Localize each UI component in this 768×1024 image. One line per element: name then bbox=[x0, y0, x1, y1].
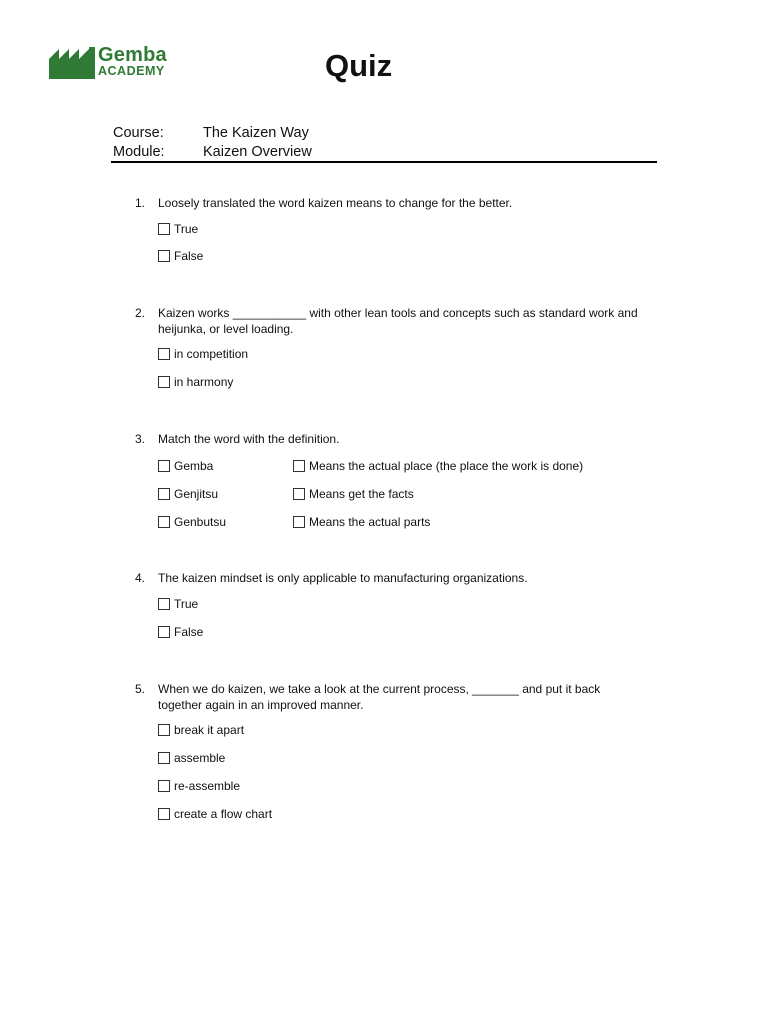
checkbox[interactable] bbox=[158, 223, 170, 235]
answer-option[interactable] bbox=[158, 807, 272, 822]
checkbox[interactable] bbox=[293, 460, 305, 472]
answer-option[interactable] bbox=[158, 375, 233, 390]
module-label: Module: bbox=[113, 144, 165, 160]
answer-option[interactable] bbox=[158, 597, 198, 612]
word-label: Genbutsu bbox=[174, 515, 227, 529]
option-label: break it apart bbox=[174, 723, 245, 737]
option-label: False bbox=[174, 249, 204, 263]
match-word[interactable] bbox=[158, 515, 226, 530]
word-label: Genjitsu bbox=[174, 487, 219, 501]
checkbox[interactable] bbox=[158, 376, 170, 388]
question-number: 2. bbox=[135, 306, 146, 320]
match-definition[interactable] bbox=[293, 515, 430, 530]
question-number: 5. bbox=[135, 682, 146, 696]
question-text: Loosely translated the word kaizen means to change for the better. bbox=[158, 196, 513, 210]
checkbox[interactable] bbox=[158, 752, 170, 764]
checkbox[interactable] bbox=[158, 488, 170, 500]
word-label: Gemba bbox=[174, 459, 214, 473]
match-word[interactable] bbox=[158, 459, 213, 474]
answer-option[interactable] bbox=[158, 779, 240, 794]
definition-label: Means the actual parts bbox=[309, 515, 431, 529]
answer-option[interactable] bbox=[158, 249, 203, 264]
checkbox[interactable] bbox=[158, 250, 170, 262]
option-label: re-assemble bbox=[174, 779, 241, 793]
checkbox[interactable] bbox=[293, 488, 305, 500]
checkbox[interactable] bbox=[158, 808, 170, 820]
answer-option[interactable] bbox=[158, 723, 244, 738]
match-definition[interactable] bbox=[293, 487, 414, 502]
option-label: True bbox=[174, 222, 199, 236]
course-label: Course: bbox=[113, 125, 164, 141]
checkbox[interactable] bbox=[158, 626, 170, 638]
question-number: 3. bbox=[135, 432, 146, 446]
option-label: False bbox=[174, 625, 204, 639]
option-label: in competition bbox=[174, 347, 249, 361]
option-label: True bbox=[174, 597, 199, 611]
checkbox[interactable] bbox=[158, 780, 170, 792]
question-number: 4. bbox=[135, 571, 146, 585]
option-label: create a flow chart bbox=[174, 807, 273, 821]
logo-subtitle: ACADEMY bbox=[98, 64, 165, 78]
checkbox[interactable] bbox=[158, 460, 170, 472]
option-label: assemble bbox=[174, 751, 226, 765]
question-text: The kaizen mindset is only applicable to manufacturing organizations. bbox=[158, 571, 528, 585]
answer-option[interactable] bbox=[158, 347, 248, 362]
checkbox[interactable] bbox=[158, 348, 170, 360]
definition-label: Means the actual place (the place the work is done) bbox=[309, 459, 584, 473]
question-text: Kaizen works ___________ with other lean tools and concepts such as standard work and heijunka, or level loading. bbox=[158, 306, 638, 336]
factory-icon bbox=[49, 47, 95, 79]
header-divider bbox=[111, 161, 657, 163]
answer-option[interactable] bbox=[158, 625, 203, 640]
question-text: Match the word with the definition. bbox=[158, 432, 340, 446]
checkbox[interactable] bbox=[158, 598, 170, 610]
checkbox[interactable] bbox=[158, 724, 170, 736]
definition-label: Means get the facts bbox=[309, 487, 414, 501]
course-value: The Kaizen Way bbox=[203, 125, 309, 141]
checkbox[interactable] bbox=[158, 516, 170, 528]
answer-option[interactable] bbox=[158, 751, 225, 766]
module-value: Kaizen Overview bbox=[203, 144, 312, 160]
match-word[interactable] bbox=[158, 487, 218, 502]
page-title: Quiz bbox=[325, 48, 393, 83]
question-number: 1. bbox=[135, 196, 146, 210]
option-label: in harmony bbox=[174, 375, 234, 389]
question-text: When we do kaizen, we take a look at the current process, _______ and put it back together again in an improved manner. bbox=[158, 682, 601, 712]
checkbox[interactable] bbox=[293, 516, 305, 528]
answer-option[interactable] bbox=[158, 222, 198, 237]
gemba-academy-logo bbox=[49, 45, 179, 81]
match-definition[interactable] bbox=[293, 459, 583, 474]
logo-name: Gemba bbox=[98, 44, 167, 66]
